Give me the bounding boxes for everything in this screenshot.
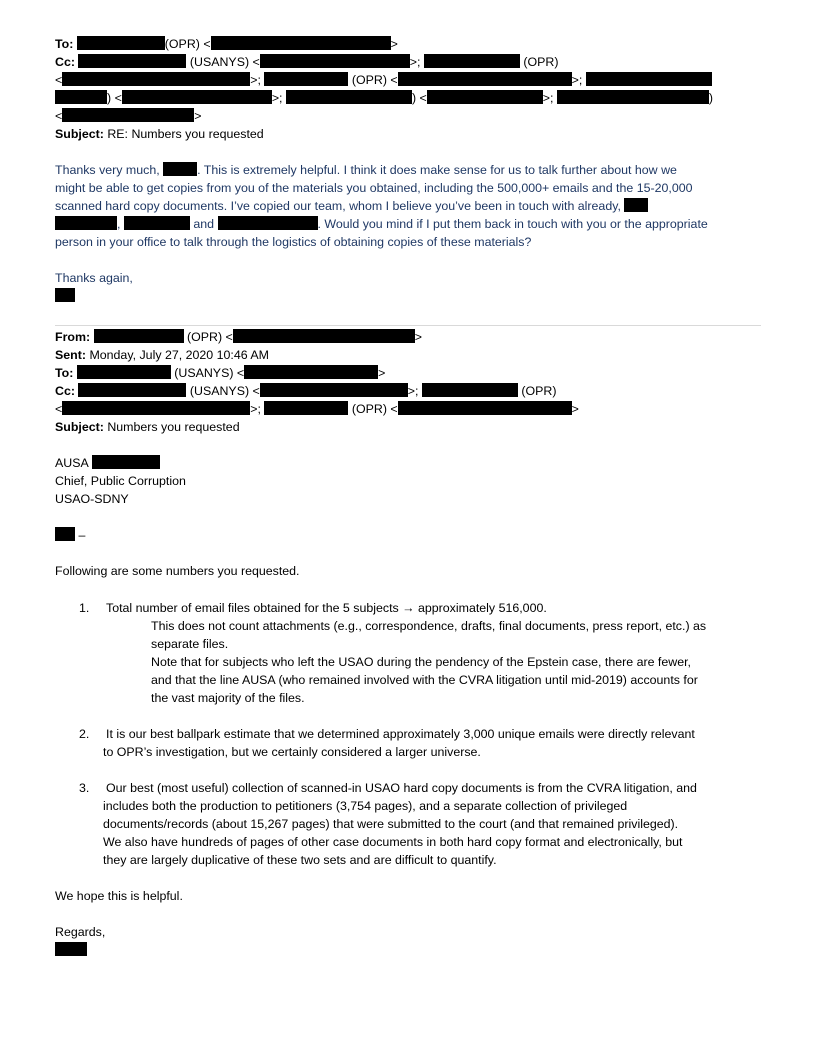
redaction	[55, 942, 87, 956]
orig-cc-line-1	[55, 382, 556, 400]
sent-date: Monday, July 27, 2020 10:46 AM	[89, 348, 269, 362]
item-number: 2.	[79, 727, 90, 741]
redaction	[260, 383, 408, 397]
redaction	[211, 36, 391, 50]
item-1-line: Note that for subjects who left the USAO during the pendency of the Epstein case, there are fewer,	[151, 655, 691, 669]
intro-text: Following are some numbers you requested.	[55, 564, 300, 578]
addressee-office: USAO-SDNY	[55, 492, 129, 506]
orig-subject-line	[55, 418, 240, 436]
body-text: scanned hard copy documents. I’ve copied our team, whom I believe you’ve been in touch with already,	[55, 199, 621, 213]
separator: >;	[271, 91, 283, 105]
separator: >;	[542, 91, 554, 105]
reply-to-line	[55, 35, 398, 53]
body-text: and	[193, 217, 215, 231]
reply-cc-line-3	[55, 89, 713, 107]
reply-cc-line-2	[55, 71, 712, 89]
redaction	[124, 216, 190, 230]
redaction	[557, 90, 709, 104]
item-number: 1.	[79, 601, 90, 615]
redaction	[586, 72, 712, 86]
bracket: )	[708, 91, 714, 105]
redaction	[264, 72, 348, 86]
item-3-line: documents/records (about 15,267 pages) that were submitted to the court (and that remained privileged).	[103, 817, 679, 831]
redaction	[233, 329, 415, 343]
reply-body-line-3	[55, 197, 648, 215]
redaction	[55, 216, 117, 230]
to-org: (USANYS) <	[174, 366, 245, 380]
bracket: <	[55, 109, 63, 123]
separator: >;	[571, 73, 583, 87]
cc-label: Cc:	[55, 55, 75, 69]
redaction	[624, 198, 648, 212]
body-text: . Would you mind if I put them back in touch with you or the appropriate	[317, 217, 708, 231]
redaction	[122, 90, 272, 104]
bracket: ) <	[107, 91, 122, 105]
redaction	[94, 329, 184, 343]
item-number: 3.	[79, 781, 90, 795]
redaction	[78, 54, 186, 68]
redaction	[218, 216, 318, 230]
subject-text: Numbers you requested	[107, 420, 240, 434]
redaction	[260, 54, 410, 68]
item-1-line: Total number of email files obtained for the 5 subjects → approximately 516,000.	[106, 601, 547, 615]
orig-cc-line-2	[55, 400, 579, 418]
bracket: >	[194, 109, 202, 123]
subject-label: Subject:	[55, 420, 104, 434]
reply-body-line-2: might be able to get copies from you of the materials you obtained, including the 500,000+ emails and the 15-20,000	[55, 181, 693, 195]
sent-label: Sent:	[55, 348, 86, 362]
item-3-line: they are largely duplicative of these two sets and are difficult to quantify.	[103, 853, 497, 867]
bracket: ) <	[411, 91, 427, 105]
item-1-line: and that the line AUSA (who remained involved with the CVRA litigation until mid-2019) accounts for	[151, 673, 698, 687]
item-1-line: This does not count attachments (e.g., correspondence, drafts, final documents, press report, etc.) as	[151, 619, 707, 633]
addressee-role: Chief, Public Corruption	[55, 474, 186, 488]
redaction	[286, 90, 412, 104]
cc-org: (OPR)	[521, 384, 557, 398]
cc-org: (OPR)	[523, 55, 559, 69]
cc-org: (OPR) <	[351, 402, 398, 416]
addressee-title: AUSA	[55, 456, 89, 470]
item-3-line: includes both the production to petitioners (3,754 pages), and a separate collection of privileged	[103, 799, 628, 813]
redaction	[422, 383, 518, 397]
orig-sent-line	[55, 346, 269, 364]
redaction	[62, 401, 250, 415]
body-text: . This is extremely helpful. I think it does make sense for us to talk further about how we	[197, 163, 677, 177]
separator: >;	[250, 402, 261, 416]
reply-body-line-1	[55, 161, 677, 179]
redaction	[398, 401, 572, 415]
redaction	[77, 365, 171, 379]
redaction	[398, 72, 572, 86]
cc-org: (USANYS) <	[189, 55, 260, 69]
redaction	[55, 527, 75, 541]
reply-thanks: Thanks again,	[55, 271, 133, 285]
subject-label: Subject:	[55, 127, 104, 141]
redaction	[78, 383, 186, 397]
body-text: ,	[117, 217, 121, 231]
to-org: (OPR) <	[164, 37, 211, 51]
subject-text: RE: Numbers you requested	[107, 127, 264, 141]
from-label: From:	[55, 330, 91, 344]
orig-to-line	[55, 364, 385, 382]
cc-label: Cc:	[55, 384, 75, 398]
reply-body-line-5: person in your office to talk through the logistics of obtaining copies of these materials?	[55, 235, 532, 249]
body-text: Thanks very much,	[55, 163, 160, 177]
salutation	[55, 526, 85, 544]
reply-signature	[55, 287, 75, 305]
separator: >;	[407, 384, 419, 398]
to-label: To:	[55, 366, 74, 380]
redaction	[55, 288, 75, 302]
bracket: >	[414, 330, 423, 344]
salutation-dash: –	[78, 528, 86, 542]
separator: >;	[250, 73, 261, 87]
bracket: <	[55, 402, 63, 416]
reply-subject-line	[55, 125, 264, 143]
from-org: (OPR) <	[187, 330, 233, 344]
separator: >;	[409, 55, 421, 69]
redaction	[264, 401, 348, 415]
cc-org: (OPR) <	[351, 73, 398, 87]
reply-cc-line-1	[55, 53, 558, 71]
orig-from-line	[55, 328, 422, 346]
addressee-line	[55, 454, 160, 472]
signature	[55, 941, 87, 959]
item-2-line: It is our best ballpark estimate that we determined approximately 3,000 unique emails were directly relevant	[106, 727, 695, 741]
redaction	[62, 108, 194, 122]
redaction	[77, 36, 165, 50]
redaction	[92, 455, 160, 469]
redaction	[427, 90, 543, 104]
redaction	[244, 365, 378, 379]
item-2-line: to OPR’s investigation, but we certainly considered a larger universe.	[103, 745, 481, 759]
redaction	[62, 72, 250, 86]
closing-text: We hope this is helpful.	[55, 889, 183, 903]
item-1-line: the vast majority of the files.	[151, 691, 305, 705]
reply-body-line-4	[55, 215, 708, 233]
redaction	[55, 90, 107, 104]
message-divider	[55, 325, 761, 326]
bracket: >	[378, 366, 386, 380]
reply-cc-line-4	[55, 107, 202, 125]
redaction	[424, 54, 520, 68]
cc-org: (USANYS) <	[189, 384, 260, 398]
item-3-line: Our best (most useful) collection of scanned-in USAO hard copy documents is from the CVRA litigation, and	[106, 781, 697, 795]
item-1-line: separate files.	[151, 637, 229, 651]
bracket: >	[390, 37, 398, 51]
to-label: To:	[55, 37, 74, 51]
redaction	[163, 162, 197, 176]
item-3-line: We also have hundreds of pages of other case documents in both hard copy format and electronically, but	[103, 835, 683, 849]
bracket: <	[55, 73, 63, 87]
regards-text: Regards,	[55, 925, 106, 939]
bracket: >	[571, 402, 579, 416]
